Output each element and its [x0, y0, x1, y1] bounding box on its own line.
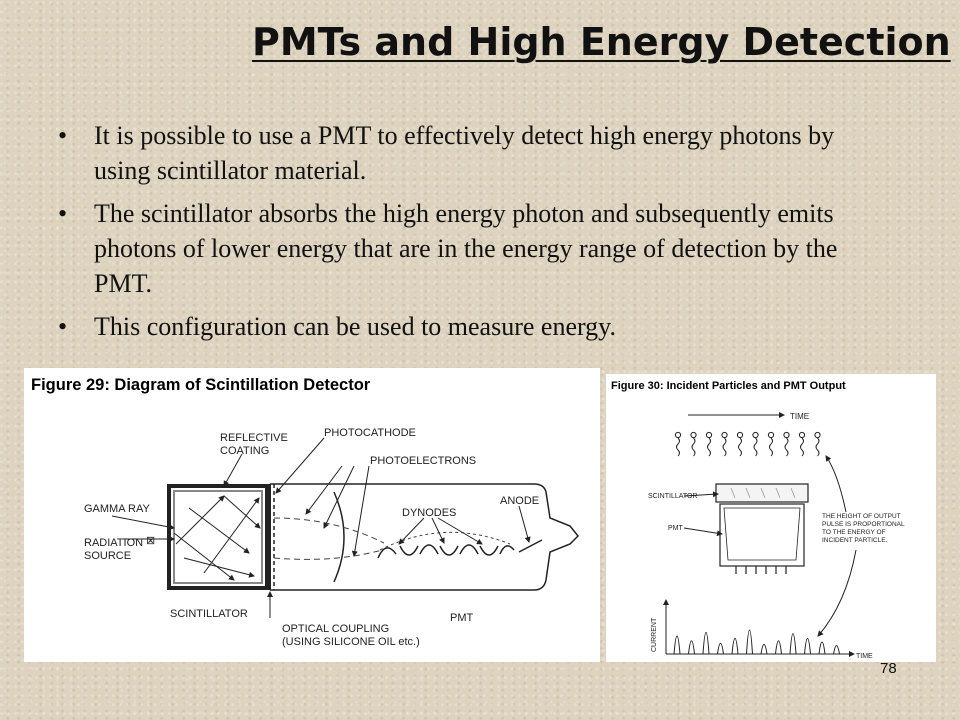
- bullet-marker: •: [58, 199, 68, 228]
- label-pmt: PMT: [450, 612, 474, 624]
- scintillation-detector-diagram: [24, 368, 600, 662]
- label-scintillator: SCINTILLATOR: [170, 608, 248, 620]
- label-current: CURRENT: [651, 617, 658, 652]
- label-note-2: PULSE IS PROPORTIONAL: [822, 521, 905, 528]
- output-pulse: [819, 642, 825, 654]
- output-pulse: [732, 638, 738, 654]
- bullet-text: It is possible to use a PMT to effectively detect high energy photons by using scintillator material.: [94, 121, 835, 185]
- scintillator-box: [716, 484, 808, 502]
- incident-particles: [675, 432, 820, 456]
- label-gamma-ray: GAMMA RAY: [84, 503, 150, 515]
- particle-trail: [677, 438, 680, 456]
- label-reflective-coating-2: COATING: [220, 445, 270, 457]
- bullet-item: [58, 196, 878, 301]
- output-pulse: [834, 646, 840, 654]
- particle-icon: [768, 432, 773, 437]
- output-pulse: [718, 643, 724, 654]
- particle-trail: [801, 438, 804, 456]
- bullet-text: This configuration can be used to measure energy.: [94, 312, 616, 341]
- bullet-list: [58, 118, 878, 352]
- particle-icon: [737, 432, 742, 437]
- particle-icon: [784, 432, 789, 437]
- particle-trail: [739, 438, 742, 456]
- figure-29-scintillation-detector: [24, 368, 600, 662]
- output-pulses: [674, 630, 840, 654]
- particle-trail: [785, 438, 788, 456]
- particle-trail: [692, 438, 695, 456]
- page-number: 78: [880, 660, 897, 677]
- particle-trail: [708, 438, 711, 456]
- particle-icon: [691, 432, 696, 437]
- pmt-box: [720, 504, 804, 566]
- bullet-marker: •: [58, 312, 68, 341]
- particle-trail: [754, 438, 757, 456]
- output-pulse: [703, 632, 709, 654]
- slide-title: PMTs and High Energy Detection: [252, 20, 951, 64]
- particle-icon: [753, 432, 758, 437]
- label-note-4: INCIDENT PARTICLE.: [822, 537, 888, 544]
- label-note-3: TO THE ENERGY OF: [822, 529, 886, 536]
- label-pmt: PMT: [668, 525, 683, 532]
- label-photocathode: PHOTOCATHODE: [324, 427, 416, 439]
- output-pulse: [805, 638, 811, 654]
- particle-icon: [815, 432, 820, 437]
- label-note-1: THE HEIGHT OF OUTPUT: [822, 513, 901, 520]
- particle-icon: [722, 432, 727, 437]
- output-pulse: [747, 630, 753, 654]
- label-reflective-coating: REFLECTIVE: [220, 432, 288, 444]
- dynodes: [378, 545, 514, 558]
- bullet-item: [58, 309, 878, 344]
- label-dynodes: DYNODES: [402, 507, 457, 519]
- label-photoelectrons: PHOTOELECTRONS: [370, 455, 477, 467]
- bullet-marker: •: [58, 121, 68, 150]
- bullet-item: [58, 118, 878, 188]
- label-time-bottom: TIME: [856, 653, 873, 660]
- particle-icon: [799, 432, 804, 437]
- particle-icon: [706, 432, 711, 437]
- particle-trail: [770, 438, 773, 456]
- incident-particles-diagram: [606, 374, 936, 662]
- label-radiation-source: RADIATION: [84, 537, 144, 549]
- output-pulse: [689, 641, 695, 654]
- figure-30-title: Figure 30: Incident Particles and PMT Output: [611, 380, 846, 392]
- figure-30-incident-particles: [606, 374, 936, 662]
- output-pulse: [790, 634, 796, 654]
- label-radiation-source-2: SOURCE: [84, 550, 132, 562]
- label-time-top: TIME: [790, 412, 810, 421]
- figure-29-title: Figure 29: Diagram of Scintillation Detector: [31, 376, 371, 394]
- radiation-source-icon: ⊠: [146, 535, 156, 547]
- particle-trail: [723, 438, 726, 456]
- particle-icon: [675, 432, 680, 437]
- output-pulse: [776, 641, 782, 654]
- bullet-text: The scintillator absorbs the high energy photon and subsequently emits photons of lower energy that are in the energy range of detection by the PMT.: [94, 199, 838, 298]
- output-pulse: [761, 644, 767, 654]
- particle-trail: [816, 438, 819, 456]
- label-optical-coupling-2: (USING SILICONE OIL etc.): [282, 636, 420, 648]
- output-pulse: [674, 636, 680, 654]
- label-anode: ANODE: [500, 495, 540, 507]
- label-optical-coupling: OPTICAL COUPLING: [282, 623, 390, 635]
- label-scintillator: SCINTILLATOR: [648, 493, 698, 500]
